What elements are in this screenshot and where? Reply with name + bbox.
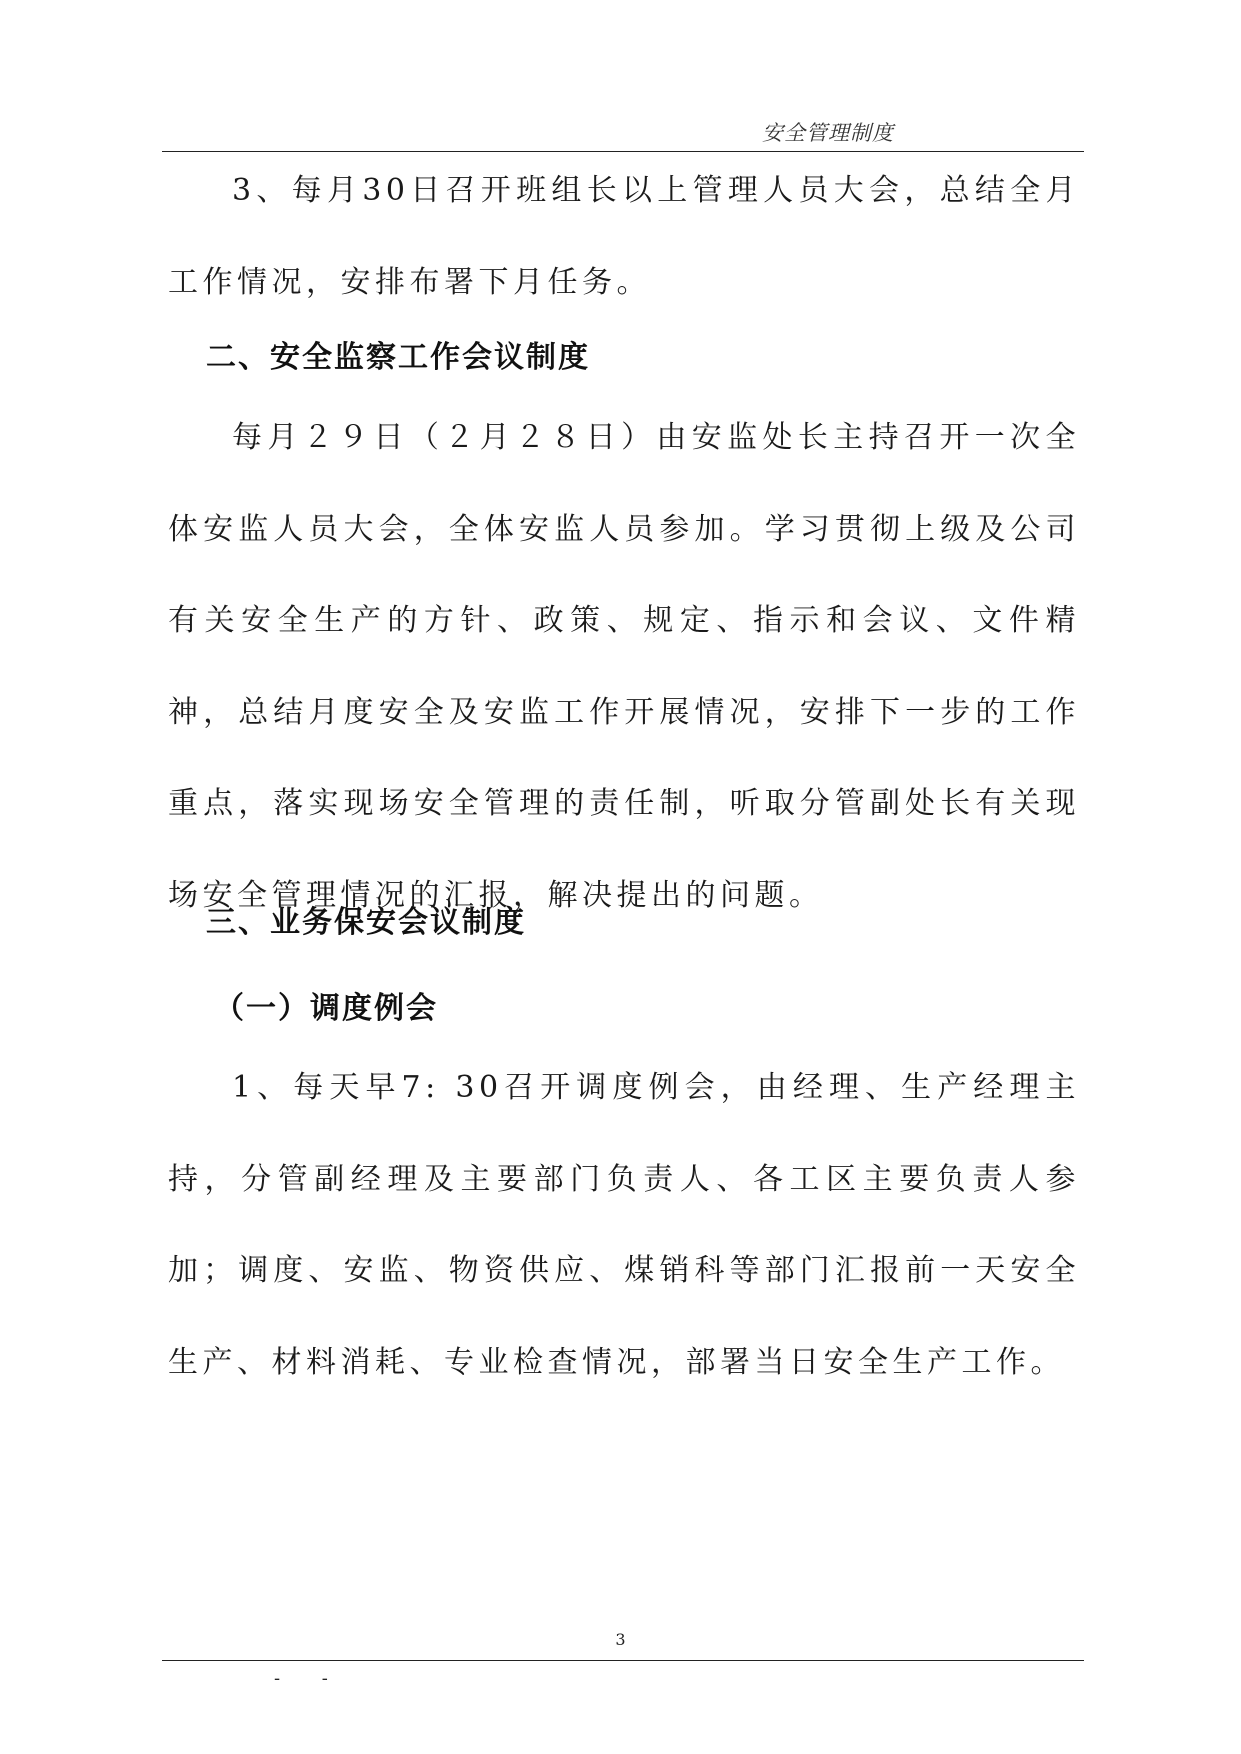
subsection-heading-dispatch-meeting: （一）调度例会 [214,991,438,1026]
page-number: 3 [615,1630,626,1649]
paragraph-dispatch-meeting: 1、每天早7: 30召开调度例会，由经理、生产经理主持，分管副经理及主要部门负责人、各工区主要负责人参加；调度、安监、物资供应、煤销科等部门汇报前一天安全生产、材料消耗、专业检查情况，部署当日安全生产工作。 [168,1070,1080,1380]
footer-marks: - - [274,1668,346,1689]
footer-rule [162,1660,1084,1661]
paragraph-safety-supervision: 每月２９日（２月２８日）由安监处长主持召开一次全体安监人员大会，全体安监人员参加。学习贯彻上级及公司有关安全生产的方针、政策、规定、指示和会议、文件精神，总结月度安全及安监工作开展情况，安排下一步的工作重点，落实现场安全管理的责任制，听取分管副处长有关现场安全管理情况的汇报，解决提出的问题。 [168,420,1080,913]
section-heading-safety-supervision: 二、安全监察工作会议制度 [206,340,590,375]
header-title: 安全管理制度 [762,121,894,145]
paragraph-monthly-meeting: 3、每月30日召开班组长以上管理人员大会，总结全月工作情况，安排布署下月任务。 [168,173,1080,300]
section-heading-business-security: 三、业务保安会议制度 [206,905,526,940]
